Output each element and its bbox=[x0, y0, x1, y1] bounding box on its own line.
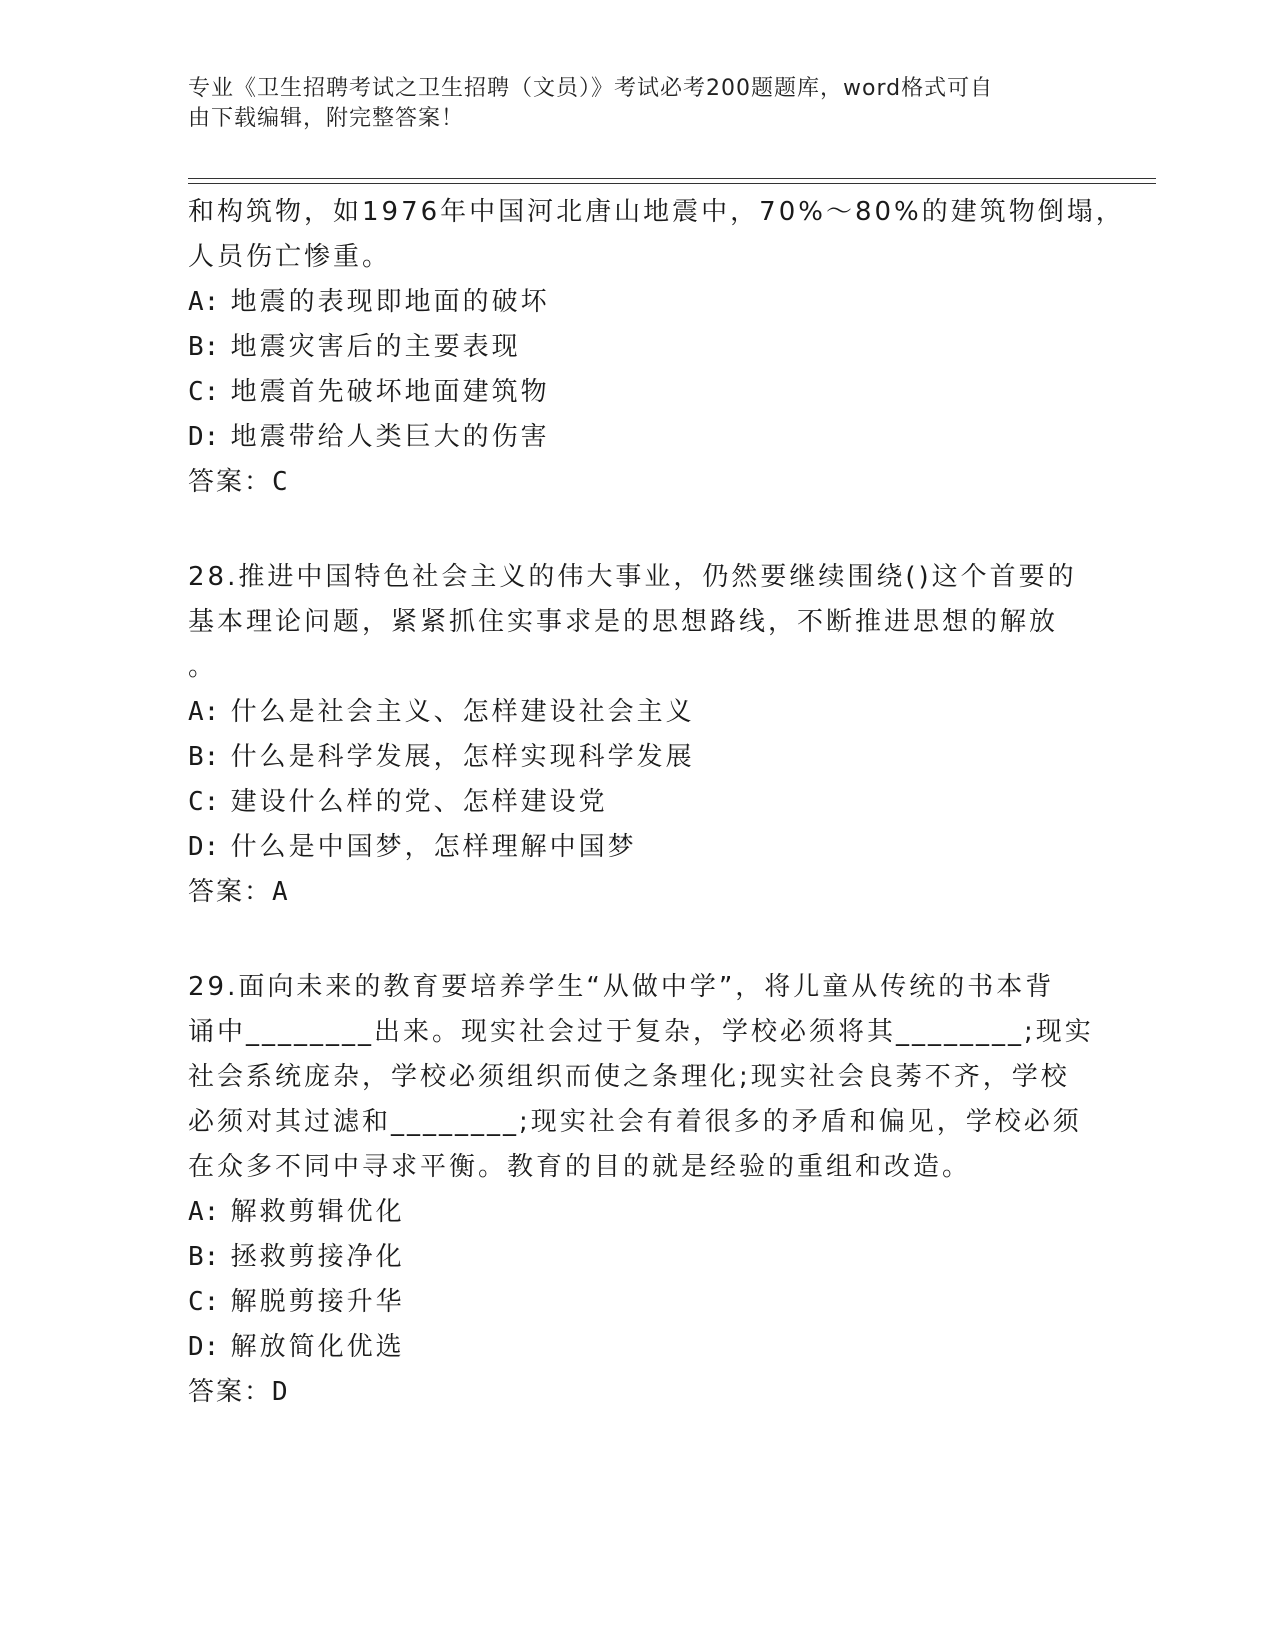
option-text: 什么是社会主义、怎样建设社会主义 bbox=[230, 697, 695, 727]
option-letter: D: bbox=[188, 832, 220, 862]
option-letter: D: bbox=[188, 422, 220, 452]
answer-label: 答案： bbox=[188, 467, 273, 497]
option-text: 什么是科学发展，怎样实现科学发展 bbox=[230, 742, 695, 772]
question-content bbox=[188, 190, 1125, 1415]
option-letter: B: bbox=[188, 742, 220, 772]
option-text: 拯救剪接净化 bbox=[230, 1242, 405, 1272]
option-b bbox=[188, 1235, 1078, 1280]
document-header bbox=[188, 74, 1068, 134]
option-text: 地震的表现即地面的破坏 bbox=[230, 287, 550, 317]
answer-label: 答案： bbox=[188, 1377, 273, 1407]
option-text: 地震灾害后的主要表现 bbox=[230, 332, 521, 362]
option-text: 地震首先破坏地面建筑物 bbox=[230, 377, 550, 407]
option-a bbox=[188, 690, 1078, 735]
answer-label: 答案： bbox=[188, 877, 273, 907]
question-stem-line: 。 bbox=[188, 652, 218, 682]
question-spacer bbox=[188, 915, 1078, 965]
option-letter: D: bbox=[188, 1332, 220, 1362]
answer-value: A bbox=[272, 877, 288, 907]
answer-value: D bbox=[272, 1377, 288, 1407]
option-letter: A: bbox=[188, 697, 220, 727]
header-line-2: 由下载编辑，附完整答案！ bbox=[188, 106, 465, 131]
question-28 bbox=[188, 555, 1078, 915]
option-letter: C: bbox=[188, 787, 220, 817]
option-a bbox=[188, 1190, 1078, 1235]
question-stem-line: 和构筑物，如1976年中国河北唐山地震中，70%～80%的建筑物倒塌， bbox=[188, 197, 1125, 227]
option-letter: B: bbox=[188, 1242, 220, 1272]
option-b bbox=[188, 735, 1078, 780]
question-stem-line: 28.推进中国特色社会主义的伟大事业，仍然要继续围绕()这个首要的 bbox=[188, 562, 1077, 592]
option-d bbox=[188, 415, 1078, 460]
option-letter: C: bbox=[188, 1287, 220, 1317]
option-text: 地震带给人类巨大的伤害 bbox=[230, 422, 550, 452]
option-text: 建设什么样的党、怎样建设党 bbox=[230, 787, 608, 817]
option-c bbox=[188, 370, 1078, 415]
answer-value: C bbox=[272, 467, 288, 497]
option-c bbox=[188, 1280, 1078, 1325]
option-text: 解救剪辑优化 bbox=[230, 1197, 405, 1227]
question-stem-line: 在众多不同中寻求平衡。教育的目的就是经验的重组和改造。 bbox=[188, 1152, 972, 1182]
question-stem-line: 基本理论问题，紧紧抓住实事求是的思想路线，不断推进思想的解放 bbox=[188, 607, 1059, 637]
question-stem-line: 必须对其过滤和________;现实社会有着很多的矛盾和偏见，学校必须 bbox=[188, 1107, 1082, 1137]
answer-line bbox=[188, 870, 1078, 915]
option-b bbox=[188, 325, 1078, 370]
question-29 bbox=[188, 965, 1094, 1415]
header-divider-bottom bbox=[188, 183, 1156, 184]
option-text: 解放简化优选 bbox=[230, 1332, 405, 1362]
question-stem-line: 诵中________出来。现实社会过于复杂，学校必须将其________;现实 bbox=[188, 1017, 1094, 1047]
question-stem-line: 社会系统庞杂，学校必须组织而使之条理化;现实社会良莠不齐，学校 bbox=[188, 1062, 1070, 1092]
option-letter: B: bbox=[188, 332, 220, 362]
option-text: 解脱剪接升华 bbox=[230, 1287, 405, 1317]
option-d bbox=[188, 825, 1078, 870]
option-letter: C: bbox=[188, 377, 220, 407]
question-stem-line: 人员伤亡惨重。 bbox=[188, 242, 392, 272]
option-a bbox=[188, 280, 1078, 325]
header-divider-top bbox=[188, 178, 1156, 179]
option-d bbox=[188, 1325, 1078, 1370]
option-letter: A: bbox=[188, 1197, 220, 1227]
option-letter: A: bbox=[188, 287, 220, 317]
question-spacer bbox=[188, 505, 1078, 555]
answer-line bbox=[188, 460, 1078, 505]
question-continued bbox=[188, 190, 1125, 505]
option-text: 什么是中国梦，怎样理解中国梦 bbox=[230, 832, 637, 862]
question-stem-line: 29.面向未来的教育要培养学生“从做中学”，将儿童从传统的书本背 bbox=[188, 972, 1055, 1002]
option-c bbox=[188, 780, 1078, 825]
header-line-1: 专业《卫生招聘考试之卫生招聘（文员）》考试必考200题题库，word格式可自 bbox=[188, 76, 994, 101]
answer-line bbox=[188, 1370, 1078, 1415]
